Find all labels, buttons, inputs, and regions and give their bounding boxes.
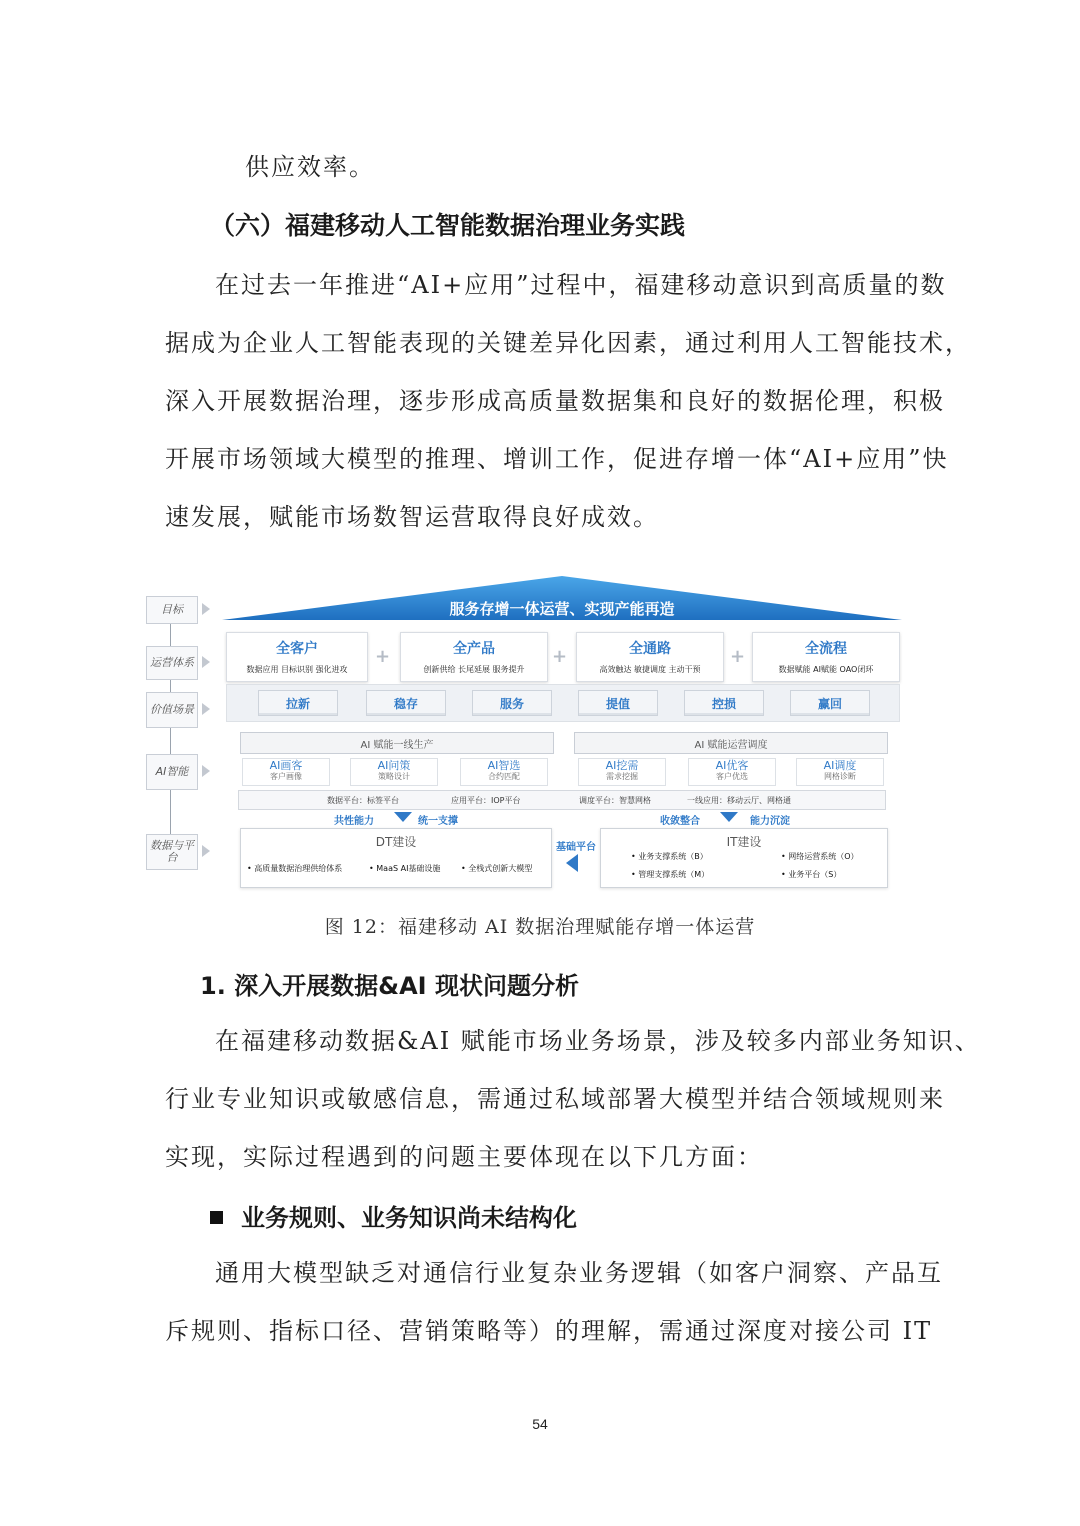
arrow-down-icon <box>720 812 738 822</box>
ai-group-header: AI 赋能运营调度 <box>574 732 888 754</box>
text-line: 据成为企业人工智能表现的关键差异化因素，通过利用人工智能技术， <box>165 329 971 357</box>
ai-item: AI问策 策略设计 <box>350 758 438 786</box>
paragraph-analysis <box>165 1012 981 1186</box>
text-line: 开展市场领域大模型的推理、增训工作，促进存增一体“AI+应用”快 <box>165 445 949 473</box>
page-number: 54 <box>532 1416 548 1432</box>
text-line: 在过去一年推进“AI+应用”过程中，福建移动意识到高质量的数 <box>215 271 947 299</box>
it-item: • 业务支撑系统（B） <box>631 852 708 861</box>
value-button: 稳存 <box>366 690 446 716</box>
ai-item: AI优客 客户优选 <box>688 758 776 786</box>
side-arrow-icon <box>202 845 210 857</box>
paragraph-intro <box>165 256 971 546</box>
value-button: 控损 <box>684 690 764 716</box>
side-arrow-icon <box>202 603 210 615</box>
value-button: 拉新 <box>258 690 338 716</box>
ai-group-header: AI 赋能一线生产 <box>240 732 554 754</box>
text-line: 深入开展数据治理，逐步形成高质量数据集和良好的数据伦理，积极 <box>165 387 945 415</box>
dt-item: • 全栈式创新大模型 <box>461 864 533 873</box>
paragraph-rules <box>165 1244 943 1360</box>
ops-card <box>226 632 368 682</box>
it-item: • 业务平台（S） <box>781 870 842 879</box>
ops-card-sub: 创新供给 长尾延展 服务提升 <box>423 665 525 674</box>
ops-card-title: 全通路 <box>629 641 671 657</box>
platform-item: 应用平台：IOP平台 <box>451 796 521 805</box>
link-label: 收敛整合 <box>660 816 700 827</box>
side-label-value: 价值场景 <box>146 692 198 728</box>
link-label: 能力沉淀 <box>750 816 790 827</box>
text-line: 行业专业知识或敏感信息，需通过私域部署大模型并结合领域规则来 <box>165 1085 945 1113</box>
value-button: 提值 <box>578 690 658 716</box>
ai-item: AI画客 客户画像 <box>242 758 330 786</box>
plus-icon: + <box>730 646 746 667</box>
dt-box <box>240 828 552 888</box>
value-button: 服务 <box>472 690 552 716</box>
link-label: 共性能力 <box>334 816 374 827</box>
side-label-data: 数据与平台 <box>146 834 198 870</box>
plus-icon: + <box>375 646 391 667</box>
link-label: 基础平台 <box>556 842 596 853</box>
text-line: 实现，实际过程遇到的问题主要体现在以下几方面： <box>165 1143 763 1171</box>
bullet-heading <box>210 1198 577 1233</box>
side-arrow-icon <box>202 703 210 715</box>
dt-item: • 高质量数据治理供给体系 <box>247 864 343 873</box>
ops-card-title: 全流程 <box>805 641 847 657</box>
ai-item: AI智选 合约匹配 <box>460 758 548 786</box>
arrow-down-icon <box>394 812 412 822</box>
side-arrow-icon <box>202 656 210 668</box>
ai-item: AI调度 网格诊断 <box>796 758 884 786</box>
plus-icon: + <box>552 646 568 667</box>
link-label: 统一支撑 <box>418 816 458 827</box>
ops-card-title: 全产品 <box>453 641 495 657</box>
text-line: 斥规则、指标口径、营销策略等）的理解，需通过深度对接公司 IT <box>165 1317 933 1345</box>
text-line: 通用大模型缺乏对通信行业复杂业务逻辑（如客户洞察、产品互 <box>215 1259 943 1287</box>
bullet-heading-text: 业务规则、业务知识尚未结构化 <box>241 1204 577 1232</box>
figure-caption: 图 12：福建移动 AI 数据治理赋能存增一体运营 <box>324 916 756 938</box>
it-title: IT建设 <box>726 835 762 849</box>
platform-item: 调度平台：智慧网格 <box>579 796 651 805</box>
ai-item: AI挖需 需求挖掘 <box>578 758 666 786</box>
ops-card-sub: 高效触达 敏捷调度 主动干预 <box>599 665 701 674</box>
ops-card <box>400 632 548 682</box>
value-button: 赢回 <box>790 690 870 716</box>
dt-item: • MaaS AI基础设施 <box>369 864 441 873</box>
section-heading: （六）福建移动人工智能数据治理业务实践 <box>210 211 686 240</box>
ops-card <box>576 632 724 682</box>
figure-diagram <box>142 572 902 892</box>
ops-card <box>752 632 900 682</box>
side-label-ai: AI智能 <box>146 754 198 790</box>
it-item: • 管理支撑系统（M） <box>631 870 710 879</box>
dt-title: DT建设 <box>375 835 417 849</box>
text-line: 速发展，赋能市场数智运营取得良好成效。 <box>165 503 659 531</box>
ops-card-sub: 数据应用 目标识别 强化进攻 <box>246 665 348 674</box>
platform-item: 一线应用：移动云厅、网格通 <box>687 796 791 805</box>
platform-bar <box>238 790 886 810</box>
square-bullet-icon <box>210 1211 223 1224</box>
roof-title: 服务存增一体运营、实现产能再造 <box>449 600 675 618</box>
side-label-goal: 目标 <box>146 596 198 624</box>
it-box <box>600 828 888 888</box>
platform-item: 数据平台：标签平台 <box>327 796 399 805</box>
text-line: 在福建移动数据&AI 赋能市场业务场景，涉及较多内部业务知识、 <box>215 1027 981 1055</box>
ops-card-sub: 数据赋能 AI赋能 OAO闭环 <box>778 665 874 674</box>
arrow-left-icon <box>566 854 578 872</box>
intro-line: 供应效率。 <box>245 153 375 181</box>
ops-card-title: 全客户 <box>276 641 318 657</box>
subheading: 1. 深入开展数据&AI 现状问题分析 <box>200 972 579 1000</box>
it-item: • 网络运营系统（O） <box>781 852 859 861</box>
side-arrow-icon <box>202 765 210 777</box>
side-label-ops: 运营体系 <box>146 646 198 680</box>
